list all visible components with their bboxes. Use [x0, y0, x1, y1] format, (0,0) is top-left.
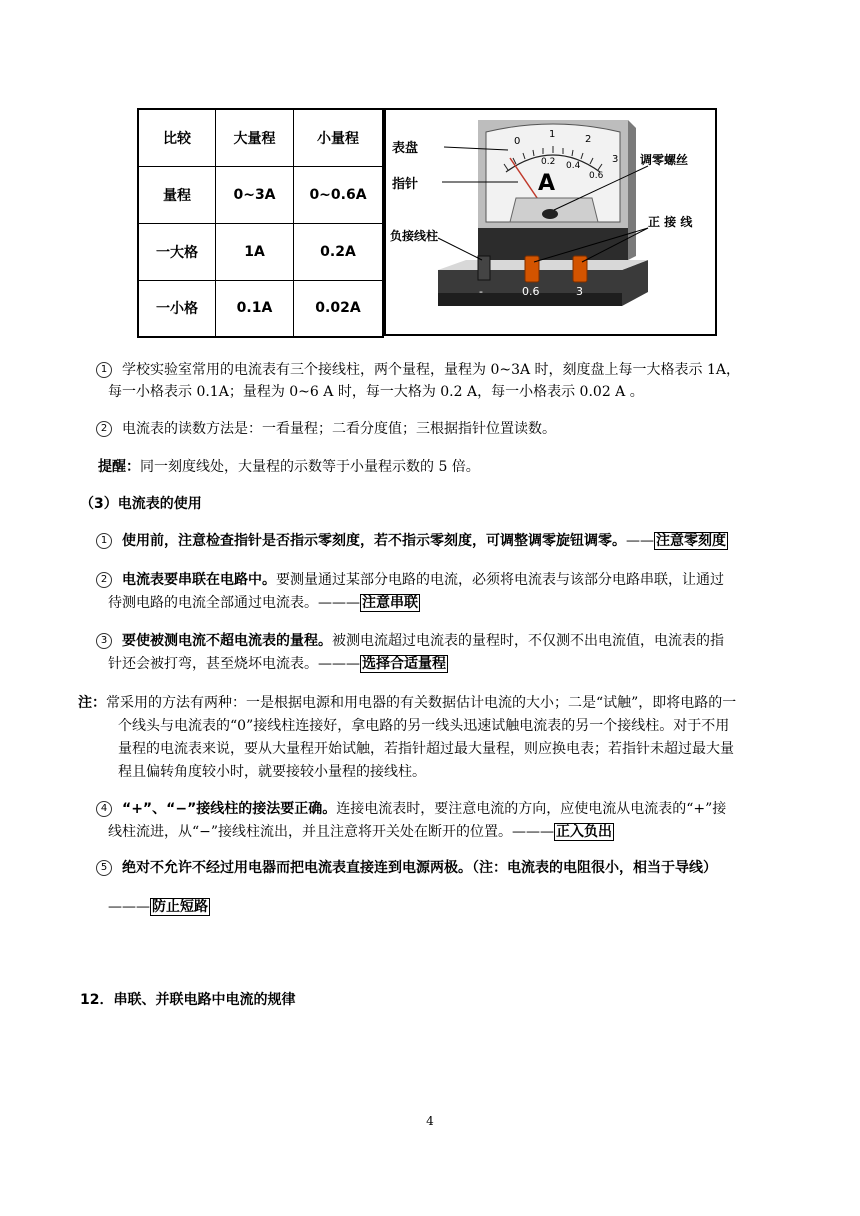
usage-2-line-1 — [96, 569, 724, 589]
note-label: 注： — [78, 695, 106, 711]
usage-text: 线柱流进，从“−”接线柱流出，并且注意将开关处在断开的位置。 — [108, 824, 513, 840]
negative-terminal — [478, 256, 490, 280]
circled-number: 5 — [96, 860, 112, 876]
note-line-1 — [78, 692, 736, 712]
terminal-label-3: 3 — [576, 285, 583, 298]
table-cell: 0~3A — [216, 166, 294, 223]
usage-5-key-point — [108, 896, 210, 916]
usage-bold-text: 绝对不允许不经过用电器而把电流表直接连到电源两极。（注：电流表的电阻很小，相当于导线） — [122, 860, 717, 876]
usage-5 — [96, 857, 717, 877]
note-text: 常采用的方法有两种：一是根据电源和用电器的有关数据估计电流的大小；二是“试触”，即将电路的一 — [106, 695, 737, 711]
table-cell: 0.2A — [294, 223, 384, 280]
circled-number: 1 — [96, 533, 112, 549]
terminal-0-6 — [525, 256, 539, 282]
terminal-label-0-6: 0.6 — [522, 285, 540, 298]
usage-bold-text: “+”、“−”接线柱的接法要正确。 — [122, 801, 337, 817]
paragraph-1-line-1 — [96, 359, 740, 379]
label-dial: 表盘 — [392, 141, 419, 156]
circled-number: 2 — [96, 572, 112, 588]
tip-label: 提醒： — [98, 459, 140, 475]
note-line-2: 个线头与电流表的“0”接线柱连接好，拿电路的另一线头迅速试触电流表的另一个接线柱。对于不用 — [118, 718, 730, 734]
label-pointer: 指针 — [392, 177, 419, 192]
table-cell: 0~0.6A — [294, 166, 384, 223]
usage-2-line-2 — [108, 592, 420, 612]
ammeter-symbol: A — [538, 171, 556, 196]
usage-bold-text: 电流表要串联在电路中。 — [122, 572, 276, 588]
table-cell: 一小格 — [138, 280, 216, 337]
paragraph-text: 学校实验室常用的电流表有三个接线柱，两个量程，量程为 0~3A 时，刻度盘上每一大格表示 1A， — [122, 362, 741, 378]
zero-screw — [542, 209, 558, 219]
key-point-box: 选择合适量程 — [362, 656, 446, 672]
usage-text: 被测电流超过电流表的量程时，不仅测不出电流值，电流表的指 — [332, 633, 724, 649]
dash: —— — [626, 533, 654, 549]
terminal-3 — [573, 256, 587, 282]
scale-top-3: 3 — [612, 154, 619, 165]
ammeter-drawing — [386, 110, 715, 334]
scale-top-2: 2 — [585, 134, 592, 145]
usage-text: 连接电流表时，要注意电流的方向，应使电流从电流表的“+”接 — [336, 801, 727, 817]
dash: ——— — [318, 595, 360, 611]
circled-number: 3 — [96, 633, 112, 649]
scale-top-0: 0 — [514, 136, 521, 147]
table-cell: 1A — [216, 223, 294, 280]
section-heading-3: （3）电流表的使用 — [80, 496, 202, 512]
scale-bottom-2: 0.6 — [589, 171, 604, 181]
usage-4-line-2 — [108, 821, 614, 841]
tip-text: 同一刻度线处，大量程的示数等于小量程示数的 5 倍。 — [140, 459, 480, 475]
table-cell: 小量程 — [294, 109, 384, 166]
table-cell: 0.1A — [216, 280, 294, 337]
table-row — [138, 280, 383, 337]
dash: ——— — [108, 899, 150, 915]
table-cell: 比较 — [138, 109, 216, 166]
key-point-box: 正入负出 — [556, 824, 613, 840]
tip-line — [98, 456, 480, 476]
paragraph-2 — [96, 418, 556, 438]
usage-text: 针还会被打弯，甚至烧坏电流表。 — [108, 656, 318, 672]
range-comparison-table — [137, 108, 384, 338]
scale-bottom-1: 0.4 — [566, 161, 581, 171]
usage-bold-text: 要使被测电流不超电流表的量程。 — [122, 633, 332, 649]
usage-bold-text: 使用前，注意检查指针是否指示零刻度，若不指示零刻度，可调整调零旋钮调零。 — [122, 533, 626, 549]
table-cell: 大量程 — [216, 109, 294, 166]
ammeter-illustration — [384, 108, 717, 336]
dash: ——— — [318, 656, 360, 672]
usage-3-line-1 — [96, 630, 724, 650]
label-pos-terminal: 正 接 线 — [648, 215, 693, 229]
dash: ——— — [512, 824, 555, 840]
circled-number: 2 — [96, 421, 112, 437]
note-line-3: 量程的电流表来说，要从大量程开始试触，若指针超过最大量程，则应换电表；若指针未超过最大量 — [118, 741, 734, 757]
page-number: 4 — [426, 1114, 434, 1128]
key-point-box: 注意零刻度 — [656, 533, 726, 549]
terminal-label-neg: - — [479, 285, 483, 298]
usage-text: 要测量通过某部分电路的电流，必须将电流表与该部分电路串联，让通过 — [276, 572, 724, 588]
table-cell: 0.02A — [294, 280, 384, 337]
paragraph-1-line-2: 每一小格表示 0.1A；量程为 0~6 A 时，每一大格为 0.2 A，每一小格表示 0.02 A 。 — [108, 384, 644, 400]
key-point-box: 防止短路 — [152, 899, 208, 915]
meter-body-side — [628, 120, 636, 260]
scale-top-1: 1 — [549, 129, 556, 140]
section-heading-12: 12．串联、并联电路中电流的规律 — [80, 992, 296, 1008]
circled-number: 4 — [96, 801, 112, 817]
table-row — [138, 166, 383, 223]
usage-1 — [96, 530, 728, 550]
label-neg-terminal: 负接线柱 — [390, 229, 439, 243]
paragraph-text: 电流表的读数方法是：一看量程；二看分度值；三根据指针位置读数。 — [122, 421, 556, 437]
usage-3-line-2 — [108, 653, 448, 673]
table-row — [138, 223, 383, 280]
scale-bottom-0: 0.2 — [541, 157, 556, 167]
key-point-box: 注意串联 — [362, 595, 418, 611]
usage-4-line-1 — [96, 798, 726, 818]
circled-number: 1 — [96, 362, 112, 378]
table-header-row — [138, 109, 383, 166]
meter-base-top — [438, 260, 648, 270]
label-zero-screw: 调零螺丝 — [640, 153, 689, 167]
table-cell: 一大格 — [138, 223, 216, 280]
usage-text: 待测电路的电流全部通过电流表。 — [108, 595, 318, 611]
note-line-4: 程且偏转角度较小时，就要接较小量程的接线柱。 — [118, 764, 426, 780]
meter-body-band — [478, 228, 628, 260]
table-cell: 量程 — [138, 166, 216, 223]
